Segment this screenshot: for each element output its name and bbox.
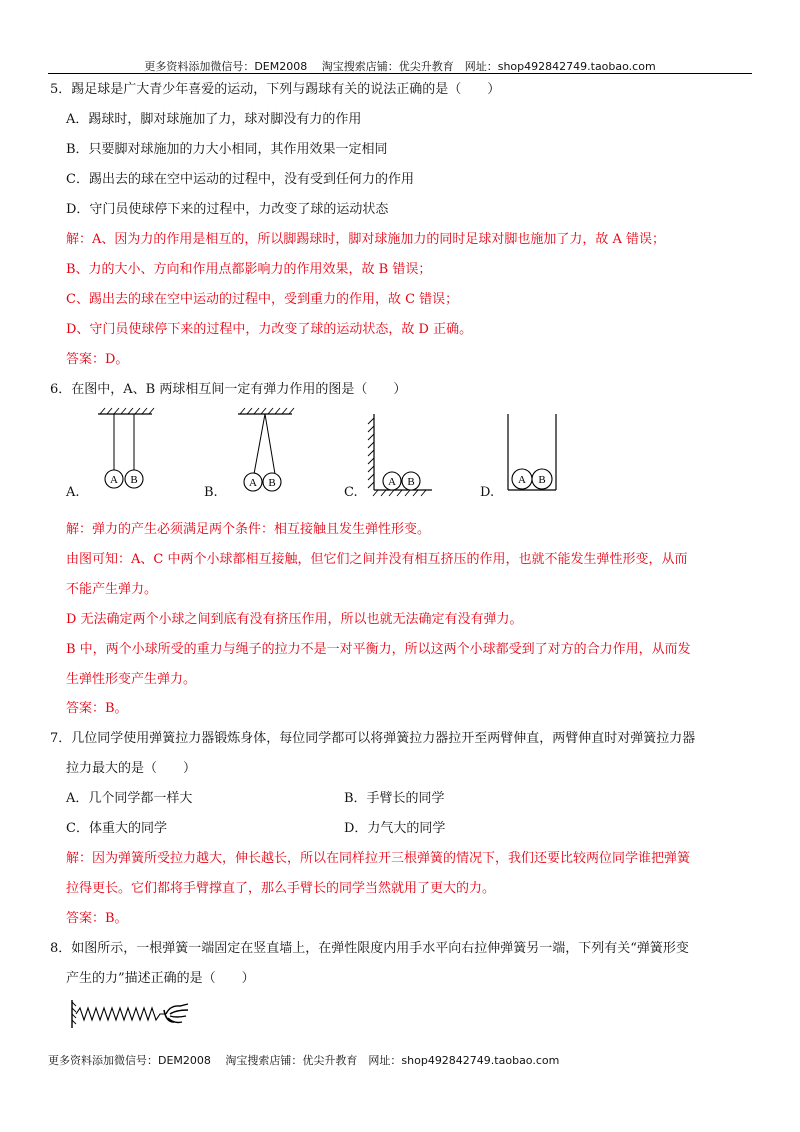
q7-solution-line: 解：因为弹簧所受拉力越大，伸长越长，所以在同样拉开三根弹簧的情况下，我们还要比较两位同学谁把弹簧 — [66, 851, 691, 866]
ball-b-label: B — [407, 476, 415, 488]
q6-figure-label-d: D. — [480, 485, 495, 500]
q5-answer: 答案：D。 — [66, 352, 129, 367]
q7-answer: 答案：B。 — [66, 911, 128, 926]
ball-a-label: A — [249, 477, 257, 489]
ball-a-label: A — [388, 476, 396, 488]
q8-stem-line: 产生的力”描述正确的是（ ） — [66, 971, 255, 986]
q6-stem: 6．在图中，A、B 两球相互间一定有弹力作用的图是（ ） — [50, 382, 407, 397]
q6-figure-b — [232, 404, 298, 496]
ball-a-label: A — [518, 474, 526, 486]
ball-b-label: B — [130, 474, 138, 486]
q6-solution-line: 由图可知：A、C 中两个小球都相互接触，但它们之间并没有相互挤压的作用，也就不能发生弹性形变，从而 — [66, 552, 688, 567]
ball-b-label: B — [538, 474, 546, 486]
q6-solution-line: 不能产生弹力。 — [66, 582, 158, 597]
ball-a-label: A — [110, 474, 118, 486]
q5-option-d: D．守门员使球停下来的过程中，力改变了球的运动状态 — [66, 202, 389, 217]
page-footer: 更多资料添加微信号：DEM2008 淘宝搜索店铺：优尖升教育 网址：shop492842749.taobao.com — [48, 1054, 560, 1067]
q6-answer: 答案：B。 — [66, 701, 128, 716]
q8-stem-line: 8．如图所示，一根弹簧一端固定在竖直墙上，在弹性限度内用手水平向右拉伸弹簧另一端，下列有关“弹簧形变 — [50, 941, 689, 956]
q5-option-c: C．踢出去的球在空中运动的过程中，没有受到任何力的作用 — [66, 172, 414, 187]
q7-option-b: B．手臂长的同学 — [344, 791, 445, 806]
q5-stem: 5．踢足球是广大青少年喜爱的运动，下列与踢球有关的说法正确的是（ ） — [50, 82, 501, 97]
q5-solution-line: C、踢出去的球在空中运动的过程中，受到重力的作用，故 C 错误； — [66, 292, 459, 307]
q8-spring-figure — [66, 996, 192, 1032]
q6-figure-c — [364, 410, 436, 500]
ball-b-label: B — [268, 477, 276, 489]
q6-solution-line: B 中，两个小球所受的重力与绳子的拉力不是一对平衡力，所以这两个小球都受到了对方的合力作用，从而发 — [66, 642, 691, 657]
page-header: 更多资料添加微信号：DEM2008 淘宝搜索店铺：优尖升教育 网址：shop492842749.taobao.com — [144, 60, 656, 73]
q7-stem-line: 7．几位同学使用弹簧拉力器锻炼身体，每位同学都可以将弹簧拉力器拉开至两臂伸直，两臂伸直时对弹簧拉力器 — [50, 731, 696, 746]
q6-figure-label-a: A. — [66, 485, 80, 500]
q7-option-a: A．几个同学都一样大 — [66, 791, 193, 806]
q6-solution-line: 解：弹力的产生必须满足两个条件：相互接触且发生弹性形变。 — [66, 522, 431, 537]
q7-stem-line: 拉力最大的是（ ） — [66, 761, 197, 776]
q5-option-b: B．只要脚对球施加的力大小相同，其作用效果一定相同 — [66, 142, 388, 157]
q5-option-a: A．踢球时，脚对球施加了力，球对脚没有力的作用 — [66, 112, 362, 127]
q7-solution-line: 拉得更长。它们都将手臂撑直了，那么手臂长的同学当然就用了更大的力。 — [66, 881, 496, 896]
q6-figure-a — [92, 404, 158, 496]
q7-option-d: D．力气大的同学 — [344, 821, 446, 836]
q5-solution-line: D、守门员使球停下来的过程中，力改变了球的运动状态，故 D 正确。 — [66, 322, 473, 337]
q6-solution-line: 生弹性形变产生弹力。 — [66, 672, 197, 687]
q7-option-c: C．体重大的同学 — [66, 821, 167, 836]
q5-solution-line: 解：A、因为力的作用是相互的，所以脚踢球时，脚对球施加力的同时足球对脚也施加了力，故 A 错误； — [66, 232, 666, 247]
q6-figure-label-b: B. — [204, 485, 218, 500]
q6-figure-label-c: C. — [344, 485, 358, 500]
q6-figure-d — [500, 410, 564, 496]
header-rule — [48, 73, 752, 74]
q5-solution-line: B、力的大小、方向和作用点都影响力的作用效果，故 B 错误； — [66, 262, 432, 277]
q6-solution-line: D 无法确定两个小球之间到底有没有挤压作用，所以也就无法确定有没有弹力。 — [66, 612, 523, 627]
